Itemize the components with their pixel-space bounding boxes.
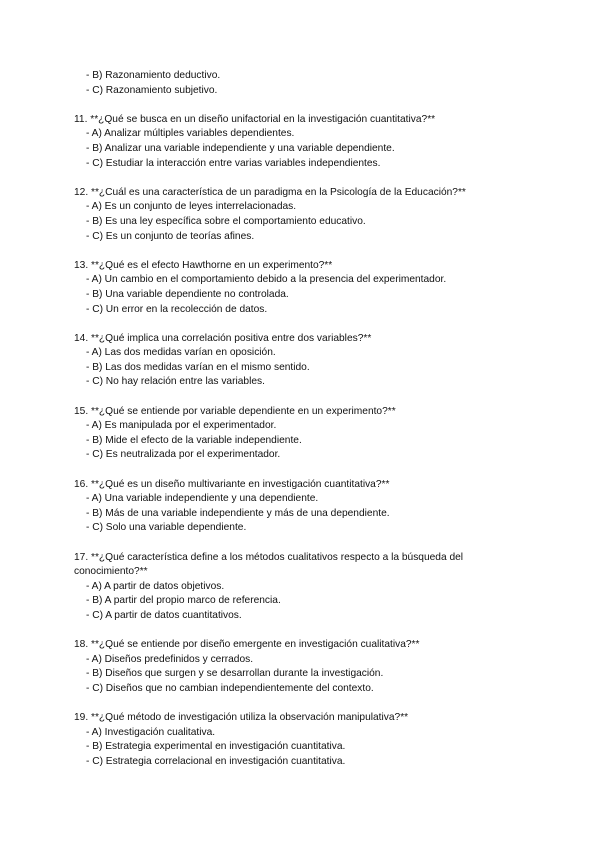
question-text: 12. **¿Cuál es una característica de un paradigma en la Psicología de la Educación?** [74, 186, 466, 198]
option-b: - B) Analizar una variable independiente y una variable dependiente. [86, 142, 395, 154]
option-a: - A) Es manipulada por el experimentador. [86, 420, 277, 432]
option-a: - A) Diseños predefinidos y cerrados. [86, 653, 254, 665]
question-text: 15. **¿Qué se entiende por variable dependiente en un experimento?** [74, 405, 396, 417]
question-text: 18. **¿Qué se entiende por diseño emergente en investigación cualitativa?** [74, 639, 420, 651]
question-text: 19. **¿Qué método de investigación utiliza la observación manipulativa?** [74, 712, 409, 724]
option-c: - C) Solo una variable dependiente. [86, 522, 247, 534]
question-text: 14. **¿Qué implica una correlación positiva entre dos variables?** [74, 332, 372, 344]
option-b: - B) A partir del propio marco de referencia. [86, 595, 281, 607]
option-b: - B) Es una ley específica sobre el comportamiento educativo. [86, 215, 366, 227]
option-a: - A) A partir de datos objetivos. [86, 580, 225, 592]
option-a: - A) Las dos medidas varían en oposición. [86, 347, 276, 359]
option-a: - A) Es un conjunto de leyes interrelacionadas. [86, 201, 297, 213]
question-11 [0, 113, 600, 171]
question-13 [0, 259, 600, 317]
option-c: - C) Diseños que no cambian independientemente del contexto. [86, 682, 374, 694]
question-text: 16. **¿Qué es un diseño multivariante en investigación cuantitativa?** [74, 478, 390, 490]
option-c: - C) Estrategia correlacional en investigación cuantitativa. [86, 755, 346, 767]
option-line: - C) Razonamiento subjetivo. [86, 84, 218, 96]
option-b: - B) Las dos medidas varían en el mismo sentido. [86, 361, 310, 373]
option-c: - C) Es un conjunto de teorías afines. [86, 230, 255, 242]
option-c: - C) Es neutralizada por el experimentador. [86, 449, 281, 461]
option-b: - B) Una variable dependiente no controlada. [86, 288, 289, 300]
option-a: - A) Analizar múltiples variables dependientes. [86, 128, 295, 140]
question-14 [0, 332, 600, 390]
leading-options [0, 69, 600, 98]
question-text: 11. **¿Qué se busca en un diseño unifactorial en la investigación cuantitativa?** [74, 113, 436, 125]
option-a: - A) Un cambio en el comportamiento debido a la presencia del experimentador. [86, 274, 447, 286]
option-b: - B) Diseños que surgen y se desarrollan durante la investigación. [86, 668, 384, 680]
question-15 [0, 405, 600, 463]
question-16 [0, 478, 600, 536]
question-text: 13. **¿Qué es el efecto Hawthorne en un experimento?** [74, 259, 333, 271]
question-18 [0, 638, 600, 696]
option-b: - B) Más de una variable independiente y más de una dependiente. [86, 507, 390, 519]
question-19 [0, 711, 600, 769]
option-c: - C) No hay relación entre las variables. [86, 376, 265, 388]
option-a: - A) Investigación cualitativa. [86, 726, 216, 738]
option-b: - B) Mide el efecto de la variable independiente. [86, 434, 302, 446]
option-line: - B) Razonamiento deductivo. [86, 70, 221, 81]
question-17 [0, 551, 600, 624]
question-12 [0, 186, 600, 244]
option-c: - C) Estudiar la interacción entre varias variables independientes. [86, 157, 381, 169]
question-text: 17. **¿Qué característica define a los métodos cualitativos respecto a la búsqueda del conocimiento?** [74, 551, 464, 578]
option-b: - B) Estrategia experimental en investigación cuantitativa. [86, 741, 346, 753]
option-a: - A) Una variable independiente y una dependiente. [86, 493, 319, 505]
option-c: - C) A partir de datos cuantitativos. [86, 609, 242, 621]
option-c: - C) Un error en la recolección de datos. [86, 303, 268, 315]
